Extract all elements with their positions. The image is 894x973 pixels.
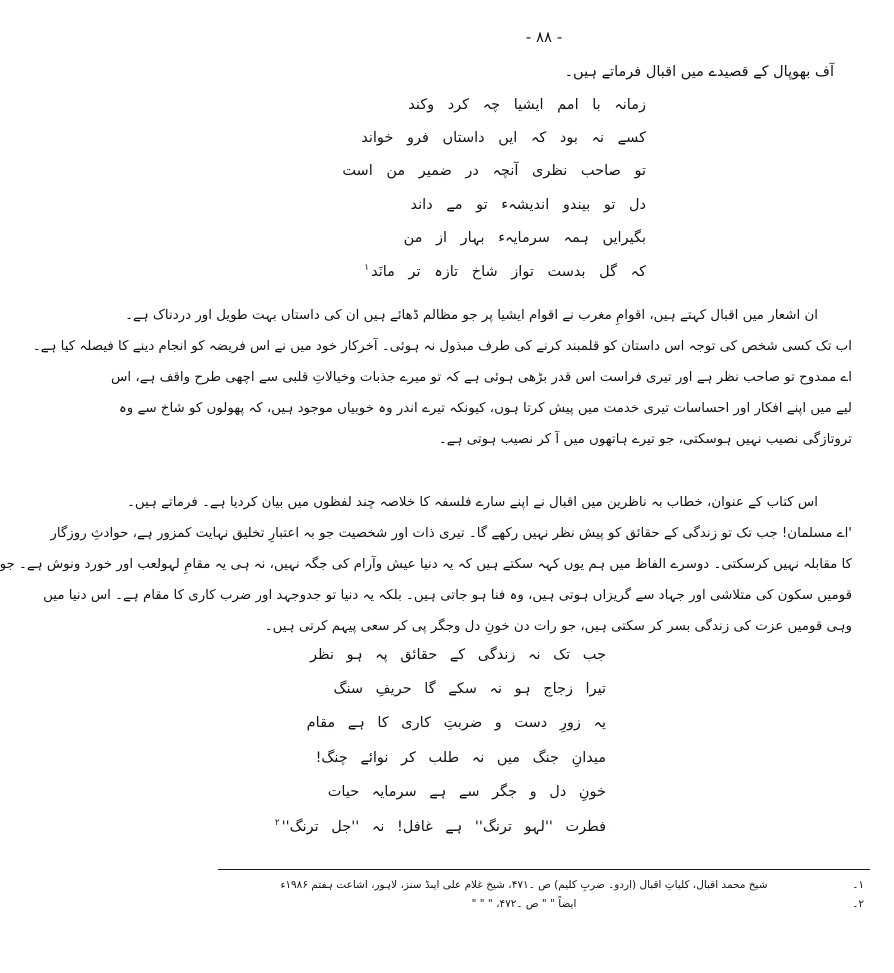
verse-line-text: کہ گل بدست تواز شاخ تازہ تر مانَد [371,263,646,280]
paragraph-two [0,487,852,642]
verse-block-persian [342,98,646,298]
footnote-index: ١۔ [852,879,864,891]
paragraph-line: ان اشعار میں اقبال کہتے ہیں، اقوامِ مغرب نے اقوام ایشیا پر جو مظالم ڈھائے ہیں ان کی داستاں بہت طویل اور دردناک ہے۔ [125,308,818,323]
verse-line-with-footnote [342,264,646,280]
verse-line: زمانہ با امم ایشیا چہ کرد وکند [408,97,646,113]
paragraph-line: کا مقابلہ نہیں کرسکتی۔ دوسرے الفاظ میں ہم یوں کہہ سکتے ہیں کہ یہ دنیا عیش وآرام کی جگہ نہیں، نہ ہی یہ مقامِ لہولعب اور خورد ونوش ہے۔ جو [0,557,852,572]
paragraph-line: وہی قومیں عزت کی زندگی بسر کر سکتی ہیں، جو رات دن خونِ دل وجگر پی کر سعی پیہم کرتی ہیں۔ [264,619,852,634]
verse-line: یہ زورِ دست و ضربتِ کاری کا ہے مقام [306,715,606,732]
verse-line: بگیرایں ہمہ سرمایہء بہار از من [403,229,646,246]
paragraph-one [32,300,852,455]
paragraph-line: لیے میں اپنے افکار اور احساسات تیری خدمت میں پیش کرتا ہوں، کیونکہ تیرے اندر وہ خوبیاں موجود ہیں، کہ پھولوں کو شاخ سے وہ [118,401,852,416]
verse-line: تیرا زجاج ہو نہ سکے گا حریفِ سنگ [333,681,606,698]
verse-line: خونِ دل و جگر سے ہے سرمایہ حیات [327,783,606,800]
intro-line: آف بھوپال کے قصیدے میں اقبال فرماتے ہیں۔ [564,64,834,80]
paragraph-line: تروتازگی نصیب نہیں ہوسکتی، جو تیرے ہاتھوں میں آ کر نصیب ہوتی ہے۔ [438,432,852,447]
footnote-separator [218,869,870,870]
verse-line: تو صاحب نظری آنچہ در ضمیر من است [342,163,646,180]
page-number: - ٨٨ - [525,28,563,46]
verse-line: دل تو بیندو اندیشہء تو مے داند [410,196,646,213]
footnote-marker-1: ١ [364,263,370,274]
footnote-text: شیخ محمد اقبال، کلیاتِ اقبال (اردو۔ ضربِ کلیم) ص ۔۴۷۱، شیخ غلام علی ایںڈ سنز، لاہور، اشاعت ہفتم ۱۹۸۶ء [280,879,768,891]
footnote-list [224,876,864,914]
verse-line: کسے نہ بود کہ ایں داستاں فرو خواند [361,130,646,147]
footnote-marker-2: ٢ [274,818,280,829]
verse-line: جب تک نہ زندگی کے حقائق پہ ہو نظر [310,647,606,663]
footnote-item [224,876,864,895]
verse-block-urdu [273,648,606,854]
paragraph-line: قومیں سکون کی متلاشی اور جہاد سے گریزاں ہوتی ہیں، وہ فنا ہو جاتی ہیں۔ بلکہ یہ دنیا تو جدوجہد اور ضرب کاری کا مقام ہے۔ اس دنیا میں [43,588,852,603]
footnote-index: ٢۔ [852,898,864,910]
verse-line-with-footnote [273,819,606,835]
verse-line-text: فطرت ''لہو ترنگ'' ہے غافل! نہ ''جل ترنگ'' [281,818,606,835]
footnote-text: ایضاً " " ص ۔۴۷۲، " " " [471,898,577,910]
verse-line: میدانِ جنگ میں نہ طلب کر نوائے چنگ! [315,749,606,766]
paragraph-line: اے ممدوح تو صاحب نظر ہے اور تیری فراست اس قدر بڑھی ہوئی ہے کہ تو میرے جذبات وخیالاتِ قلبی سے اچھی طرح واقف ہے، اس [111,370,852,385]
paragraph-line: اس کتاب کے عنوان، خطاب بہ ناظرین میں اقبال نے اپنے سارے فلسفہ کا خلاصہ چند لفظوں میں بیان کردیا ہے۔ فرماتے ہیں۔ [126,495,818,510]
paragraph-line: اب تک کسی شخص کی توجہ اس داستان کو قلمبند کرنے کی طرف مبذول نہ ہوئی۔ آخرکار خود میں نے اس فریضہ کو انجام دینے کا فیصلہ کیا ہے۔ [32,339,852,354]
footnote-item [224,895,864,914]
paragraph-line: 'اے مسلمان! جب تک تو زندگی کے حقائق کو پیش نظر نہیں رکھے گا۔ تیری ذات اور شخصیت جو بہ اعتبارِ تخلیق نہایت کمزور ہے، حوادثِ روزگار [50,526,852,541]
